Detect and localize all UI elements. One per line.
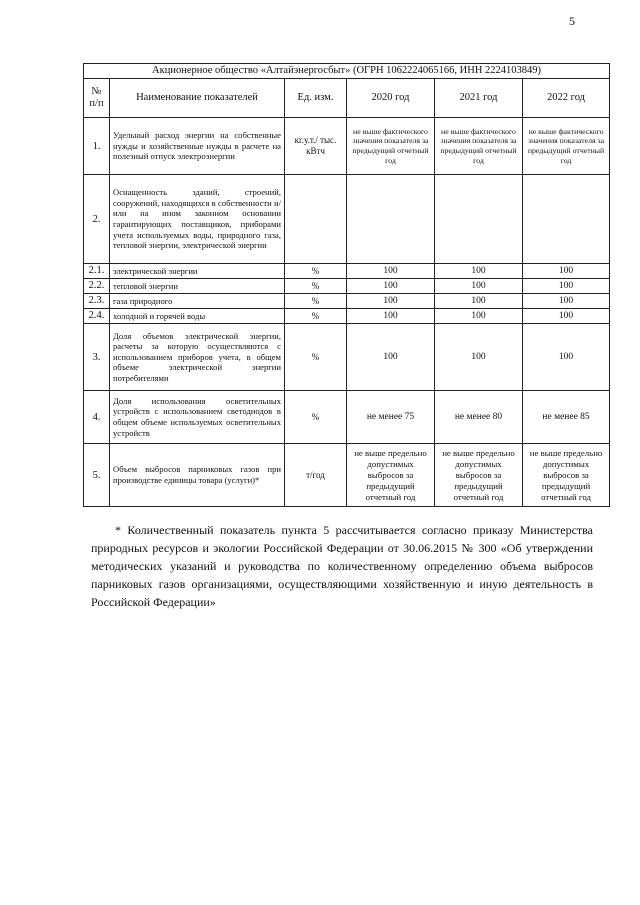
row-num: 2.3. [84, 294, 110, 309]
row-name: Оснащенность зданий, строений, сооружений, находящихся в собственности и/или на ином законном основании гарантирующих поставщиков, приборами учета используемых воды, природного газа, тепловой энергии, электрической энергии [110, 175, 285, 264]
row-unit: % [285, 391, 347, 444]
row-num: 1. [84, 118, 110, 175]
row-unit: % [285, 324, 347, 391]
row-value-2022: 100 [523, 264, 610, 279]
row-unit: кг.у.т./ тыс. кВтч [285, 118, 347, 175]
row-value-2022: не выше фактического значения показателя за предыдущий отчетный год [523, 118, 610, 175]
row-value-2020: 100 [347, 279, 435, 294]
header-2020: 2020 год [347, 79, 435, 118]
row-unit [285, 175, 347, 264]
row-name: Доля объемов электрической энергии, расчеты за которую осуществляются с использованием приборов учета, в общем объеме электрической энергии потребителями [110, 324, 285, 391]
row-num: 3. [84, 324, 110, 391]
row-value-2020: не выше предельно допустимых выбросов за предыдущий отчетный год [347, 444, 435, 507]
row-value-2022: 100 [523, 279, 610, 294]
table-row [84, 264, 610, 279]
table-row [84, 294, 610, 309]
row-value-2021: 100 [435, 294, 523, 309]
row-value-2020: 100 [347, 324, 435, 391]
row-value-2022: не выше предельно допустимых выбросов за предыдущий отчетный год [523, 444, 610, 507]
row-value-2021 [435, 175, 523, 264]
table-row [84, 175, 610, 264]
row-num: 2. [84, 175, 110, 264]
row-name: электрической энергии [110, 264, 285, 279]
row-value-2022: 100 [523, 324, 610, 391]
row-unit: т/год [285, 444, 347, 507]
header-row [84, 79, 610, 118]
row-name: тепловой энергии [110, 279, 285, 294]
table-row [84, 444, 610, 507]
table-row [84, 324, 610, 391]
row-value-2020: 100 [347, 309, 435, 324]
footnote: * Количественный показатель пункта 5 рассчитывается согласно приказу Министерства природных ресурсов и экологии Российской Федерации от 30.06.2015 № 300 «Об утверждении методических указаний и руководства по количественному определению объема выбросов парниковых газов организациями, осуществляющими хозяйственную и иную деятельность в Российской Федерации» [91, 523, 593, 609]
row-value-2021: 100 [435, 279, 523, 294]
row-value-2021: 100 [435, 309, 523, 324]
indicators-table [83, 63, 610, 507]
row-unit: % [285, 294, 347, 309]
row-value-2020: 100 [347, 264, 435, 279]
row-value-2020: 100 [347, 294, 435, 309]
row-value-2020 [347, 175, 435, 264]
row-name: газа природного [110, 294, 285, 309]
row-unit: % [285, 264, 347, 279]
row-num: 4. [84, 391, 110, 444]
header-num: № п/п [84, 79, 110, 118]
row-value-2022: не менее 85 [523, 391, 610, 444]
header-unit: Ед. изм. [285, 79, 347, 118]
header-name: Наименование показателей [110, 79, 285, 118]
row-value-2021: не менее 80 [435, 391, 523, 444]
row-value-2020: не менее 75 [347, 391, 435, 444]
row-name: холодной и горячей воды [110, 309, 285, 324]
row-value-2021: не выше предельно допустимых выбросов за предыдущий отчетный год [435, 444, 523, 507]
row-num: 2.2. [84, 279, 110, 294]
row-name: Удельный расход энергии на собственные нужды и хозяйственные нужды в расчете на полезный отпуск электроэнергии [110, 118, 285, 175]
row-value-2022: 100 [523, 294, 610, 309]
row-name: Доля использования осветительных устройств с использованием светодиодов в общем объеме используемых осветительных устройств [110, 391, 285, 444]
row-value-2021: 100 [435, 324, 523, 391]
header-2022: 2022 год [523, 79, 610, 118]
row-num: 5. [84, 444, 110, 507]
row-unit: % [285, 279, 347, 294]
row-unit: % [285, 309, 347, 324]
header-2021: 2021 год [435, 79, 523, 118]
row-value-2022 [523, 175, 610, 264]
row-value-2021: 100 [435, 264, 523, 279]
table-row [84, 309, 610, 324]
table-row [84, 118, 610, 175]
row-value-2020: не выше фактического значения показателя за предыдущий отчетный год [347, 118, 435, 175]
row-num: 2.1. [84, 264, 110, 279]
row-value-2021: не выше фактического значения показателя за предыдущий отчетный год [435, 118, 523, 175]
row-num: 2.4. [84, 309, 110, 324]
page-number: 5 [569, 14, 575, 28]
org-title-row [84, 64, 610, 79]
table-row [84, 279, 610, 294]
row-value-2022: 100 [523, 309, 610, 324]
table-row [84, 391, 610, 444]
org-title: Акционерное общество «Алтайэнергосбыт» (ОГРН 1062224065166, ИНН 2224103849) [84, 64, 610, 79]
row-name: Объем выбросов парниковых газов при производстве единицы товара (услуги)* [110, 444, 285, 507]
